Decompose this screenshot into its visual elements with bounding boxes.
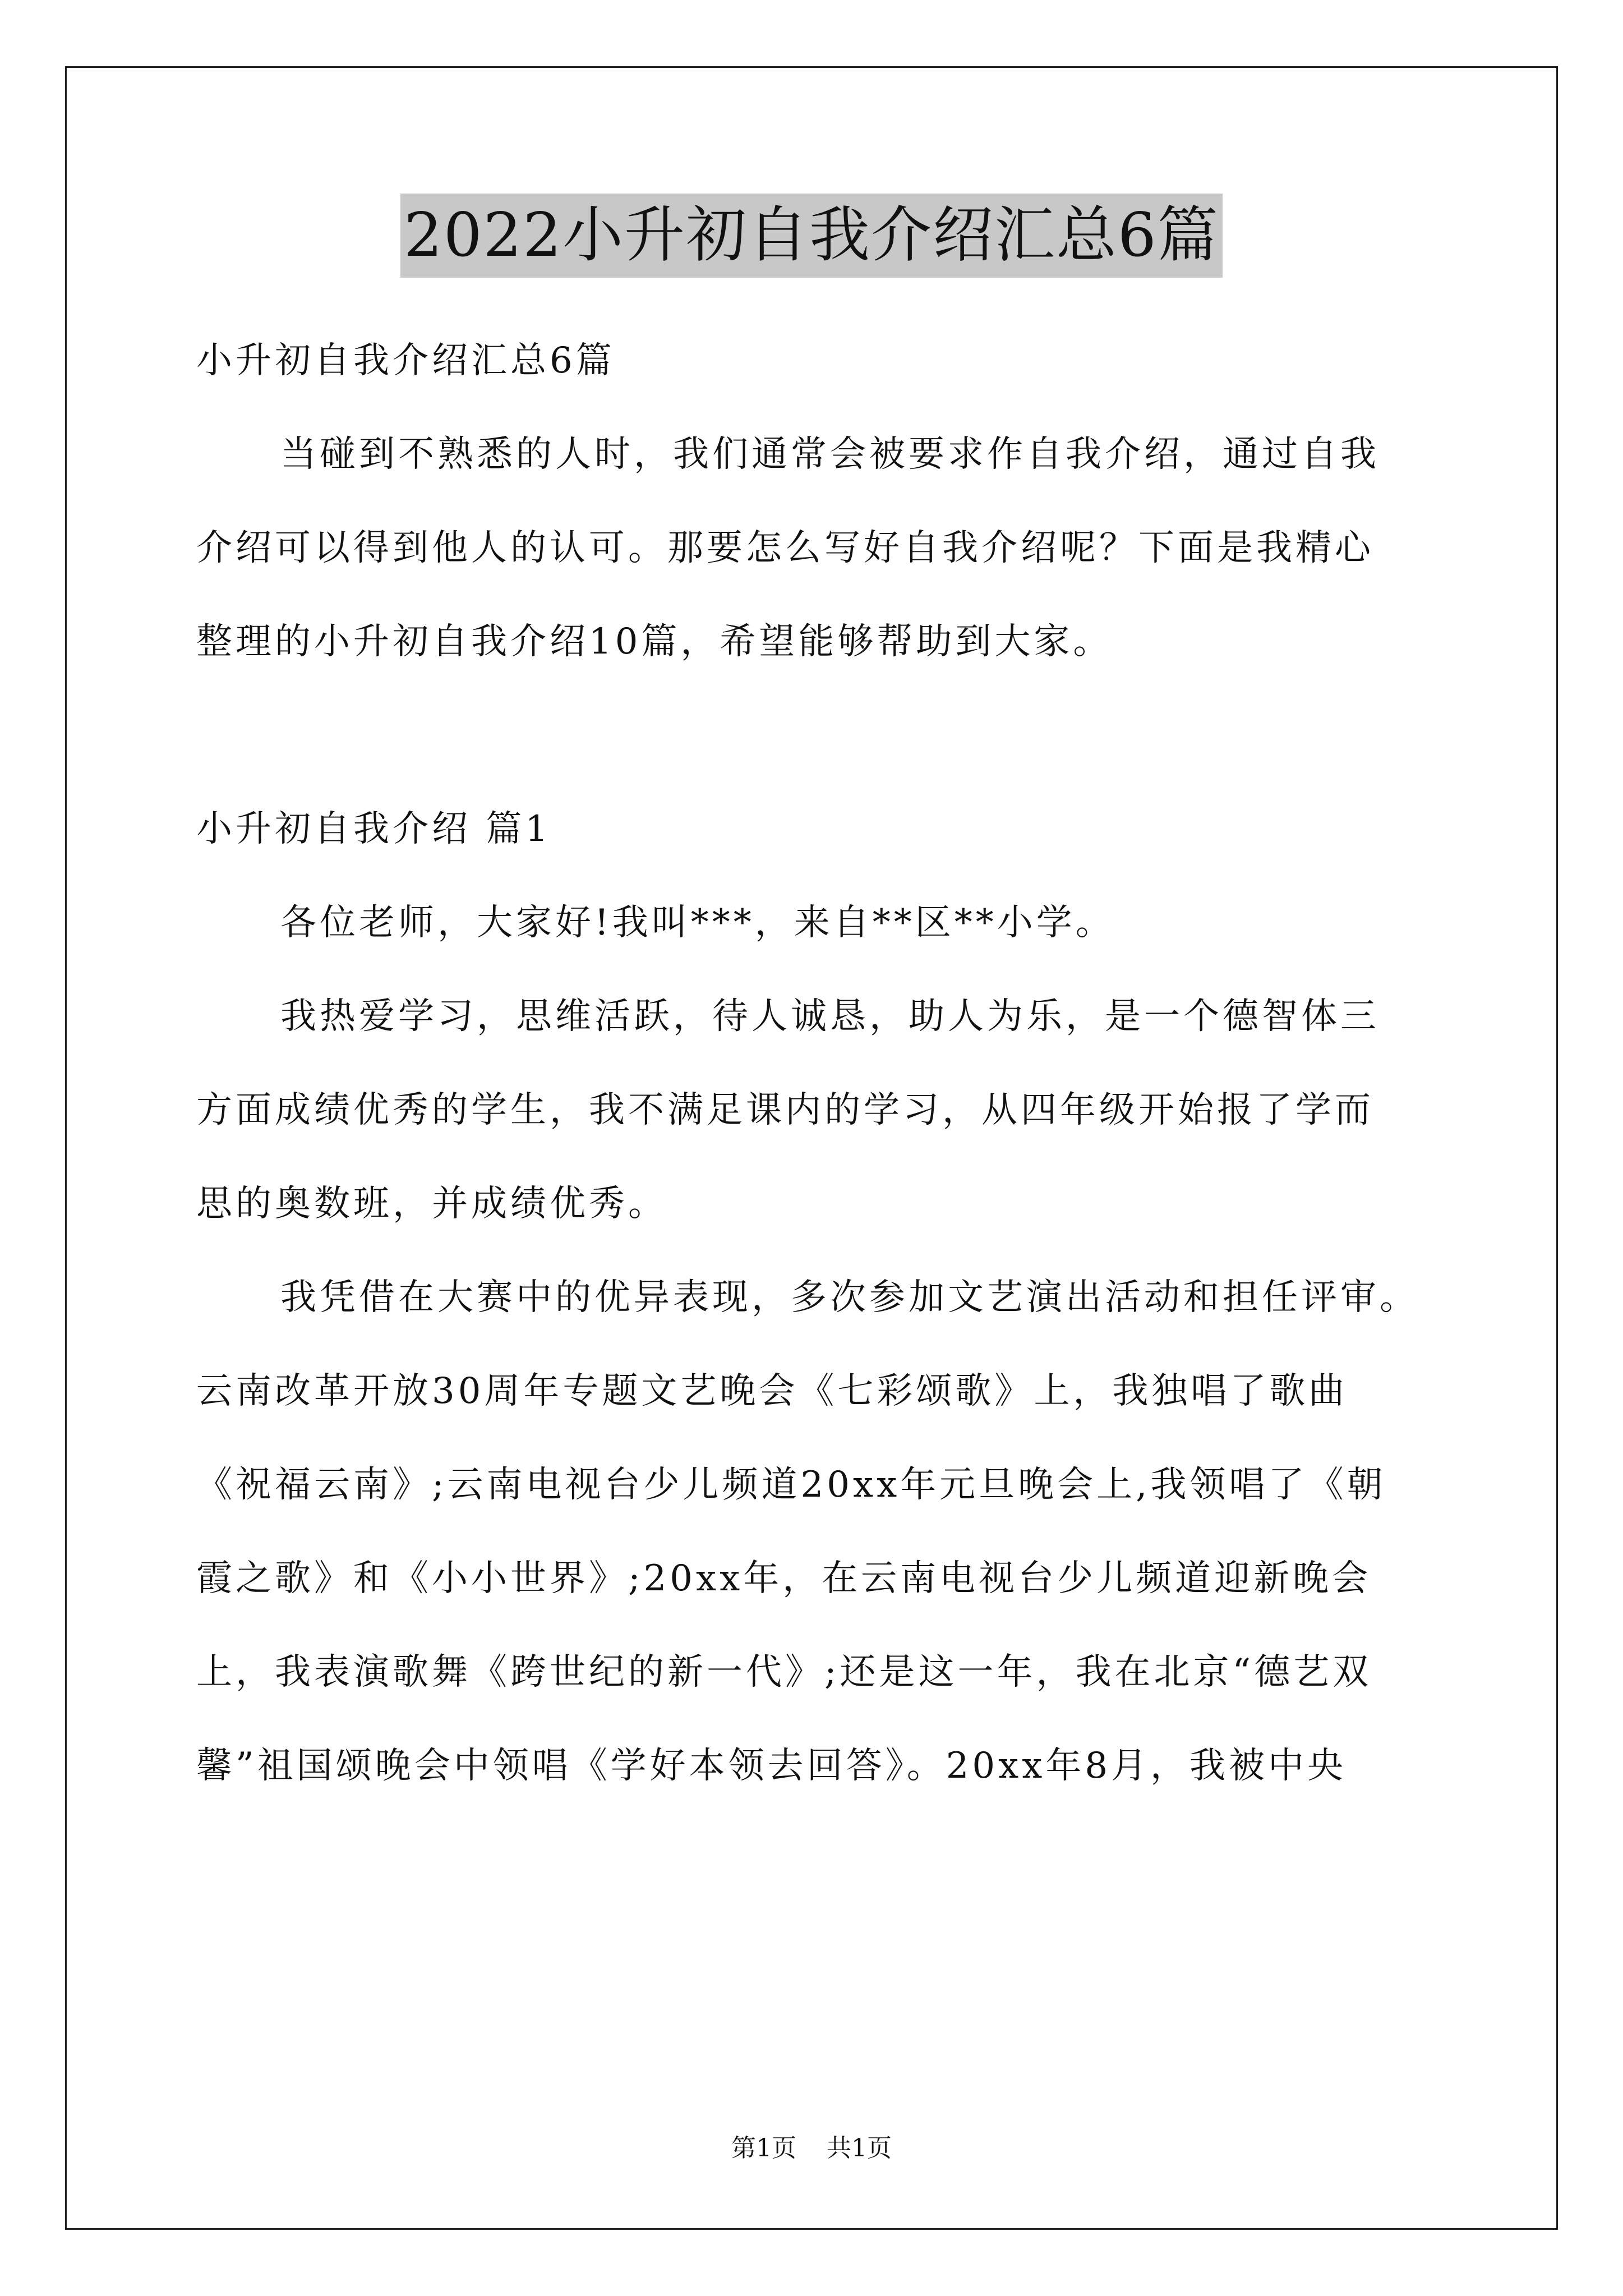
text-line: 思的奥数班，并成绩优秀。 <box>196 1183 667 1225</box>
page-number: 第1页 <box>731 2134 796 2162</box>
page-footer <box>0 2132 1623 2165</box>
text-line: 上，我表演歌舞《跨世纪的新一代》;还是这一年，我在北京“德艺双 <box>196 1651 1372 1693</box>
document-body <box>196 314 1441 1813</box>
text-line: 各位老师，大家好!我叫***，来自**区**小学。 <box>280 902 1115 944</box>
text-line: 馨”祖国颂晚会中领唱《学好本领去回答》。20xx年8月，我被中央 <box>196 1745 1347 1787</box>
text-line: 介绍可以得到他人的认可。那要怎么写好自我介绍呢？下面是我精心 <box>196 527 1374 569</box>
blank-line <box>196 689 1441 783</box>
title-container <box>0 194 1623 278</box>
text-line: 整理的小升初自我介绍10篇，希望能够帮助到大家。 <box>196 621 1113 662</box>
text-line: 云南改革开放30周年专题文艺晚会《七彩颂歌》上，我独唱了歌曲 <box>196 1370 1348 1412</box>
text-line: 我热爱学习，思维活跃，待人诚恳，助人为乐，是一个德智体三 <box>280 996 1380 1037</box>
text-line: 小升初自我介绍 篇1 <box>196 808 552 850</box>
text-line: 我凭借在大赛中的优异表现，多次参加文艺演出活动和担任评审。 <box>280 1277 1419 1318</box>
text-line: 方面成绩优秀的学生，我不满足课内的学习，从四年级开始报了学而 <box>196 1089 1374 1131</box>
text-line: 当碰到不熟悉的人时，我们通常会被要求作自我介绍，通过自我 <box>280 434 1380 475</box>
text-line: 霞之歌》和《小小世界》;20xx年，在云南电视台少儿频道迎新晚会 <box>196 1558 1372 1599</box>
text-line: 《祝福云南》;云南电视台少儿频道20xx年元旦晚会上,我领唱了《朝 <box>196 1464 1386 1506</box>
document-title: 2022小升初自我介绍汇总6篇 <box>400 194 1223 278</box>
text-line: 小升初自我介绍汇总6篇 <box>196 340 615 381</box>
page-total: 共1页 <box>827 2134 892 2162</box>
